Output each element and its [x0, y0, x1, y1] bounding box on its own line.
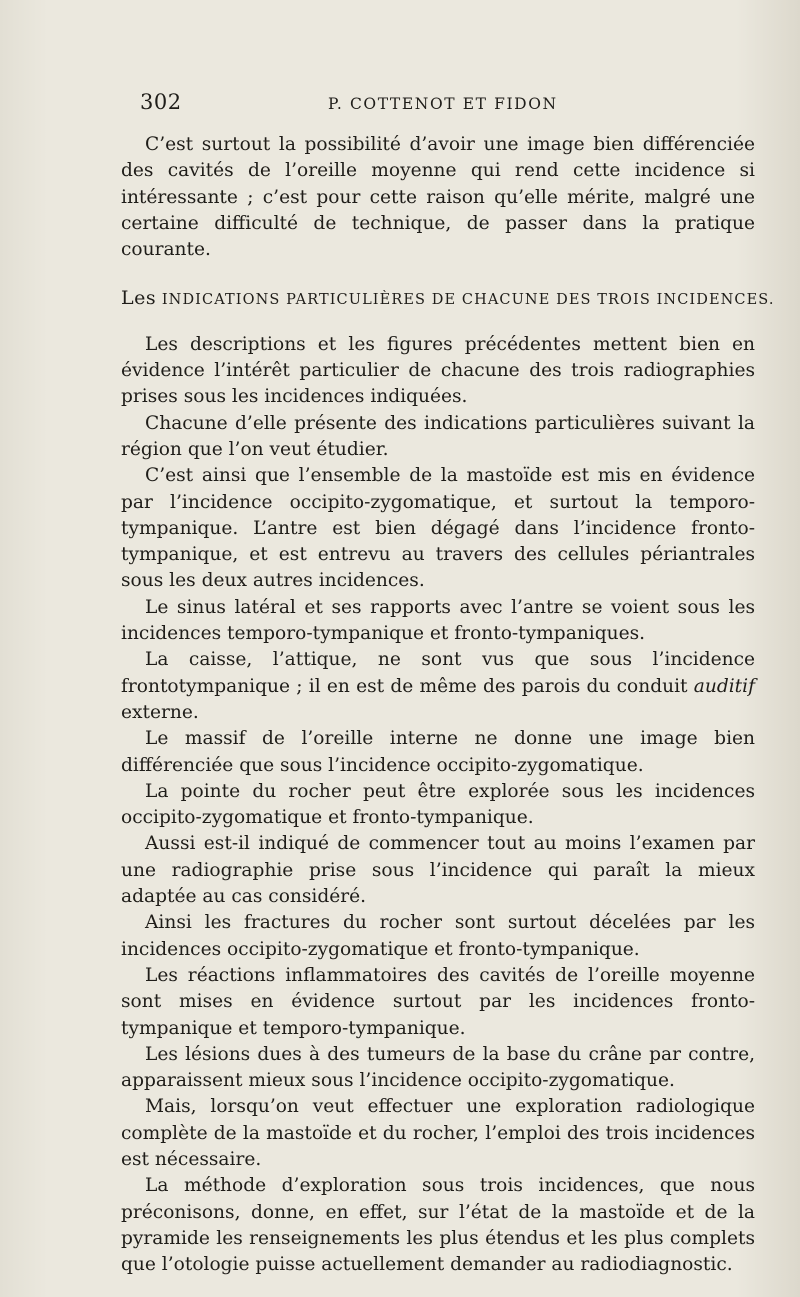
body-text	[121, 132, 775, 1278]
paragraph: C’est ainsi que l’ensemble de la mastoïde est mis en évidence par l’incidence occipito-zygomatique, et surtout la temporo-tympanique. L’antre est bien dégagé dans l’incidence fronto-tympanique, et est entrevu au travers des cellules périantrales sous les deux autres incidences.	[121, 465, 755, 592]
paragraph	[121, 647, 755, 726]
paragraph-text: La caisse, l’attique, ne sont vus que sous l’incidence frontotympanique ; il en est de même des parois du conduit	[121, 649, 755, 697]
paragraph: Mais, lorsqu’on veut effectuer une exploration radiologique complète de la mastoïde et du rocher, l’emploi des trois incidences est nécessaire.	[121, 1096, 755, 1170]
paragraph: Ainsi les fractures du rocher sont surtout décelées par les incidences occipito-zygomatique et fronto-tympanique.	[121, 912, 755, 960]
page-number: 302	[140, 90, 182, 114]
paragraph: Les réactions inflammatoires des cavités de l’oreille moyenne sont mises en évidence surtout par les incidences fronto-tympanique et temporo-tympanique.	[121, 964, 755, 1039]
page-header	[140, 90, 760, 120]
paragraph-tail: externe.	[121, 701, 199, 723]
paragraph: Chacune d’elle présente des indications particulières suivant la région que l’on veut étudier.	[121, 412, 755, 460]
paragraph: Les lésions dues à des tumeurs de la base du crâne par contre, apparaissent mieux sous l’incidence occipito-zygomatique.	[121, 1043, 755, 1092]
paragraph: Les descriptions et les figures précédentes mettent bien en évidence l’intérêt particulier de chacune des trois radiographies prises sous les incidences indiquées.	[121, 333, 755, 408]
paragraph: Aussi est-il indiqué de commencer tout au moins l’examen par une radiographie prise sous l’incidence qui paraît la mieux adaptée au cas considéré.	[121, 833, 755, 908]
paragraph: Le sinus latéral et ses rapports avec l’antre se voient sous les incidences temporo-tympanique et fronto-tympaniques.	[121, 596, 755, 645]
section-heading-lead: Les	[121, 287, 157, 310]
paragraph: La méthode d’exploration sous trois incidences, que nous préconisons, donne, en effet, sur l’état de la mastoïde et de la pyramide les renseignements les plus étendus et les plus complets que l’otologie puisse actuellement demander au radiodiagnostic.	[121, 1175, 755, 1276]
italic-word: auditif	[693, 675, 755, 697]
section-heading-rest: INDICATIONS PARTICULIÈRES DE CHACUNE DES TROIS INCIDENCES.	[161, 292, 775, 309]
running-head: P. COTTENOT ET FIDON	[328, 95, 558, 113]
paragraph: Le massif de l’oreille interne ne donne une image bien différenciée que sous l’incidence occipito-zygomatique.	[121, 728, 755, 776]
intro-paragraph: C’est surtout la possibilité d’avoir une image bien différenciée des cavités de l’oreille moyenne qui rend cette incidence si intéressante ; c’est pour cette raison qu’elle mérite, malgré une certaine difficulté de technique, de passer dans la pratique courante.	[121, 134, 755, 261]
section-heading	[121, 285, 775, 313]
paragraph: La pointe du rocher peut être explorée sous les incidences occipito-zygomatique et fronto-tympanique.	[121, 780, 755, 829]
